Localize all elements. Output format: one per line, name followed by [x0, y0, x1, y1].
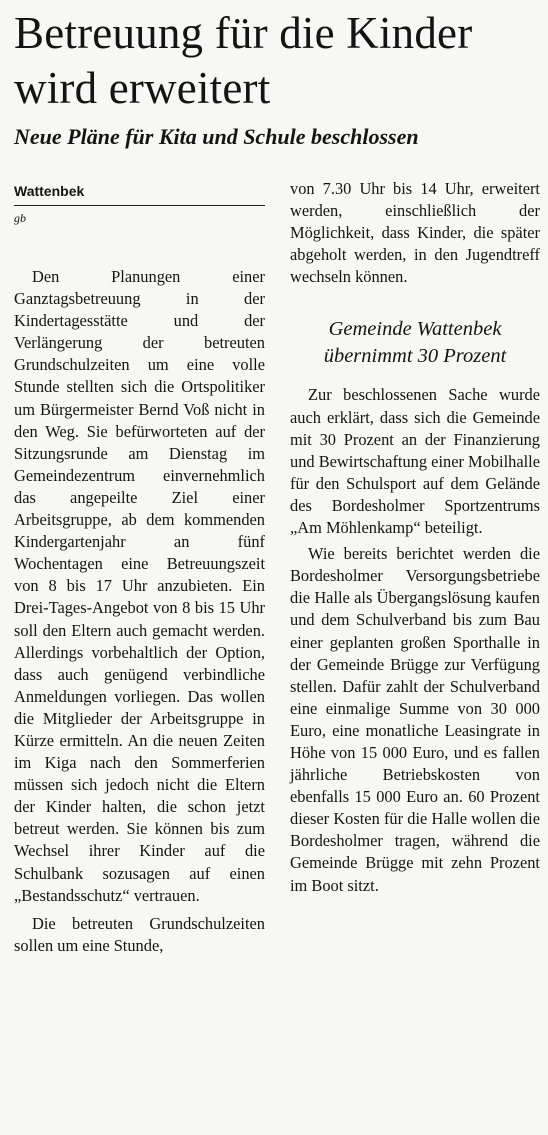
left-column: [14, 178, 265, 957]
intertitle: Gemeinde Wattenbek übernimmt 30 Prozent: [323, 318, 507, 368]
body-paragraph: Zur beschlossenen Sache wurde auch erklärt, dass sich die Gemeinde mit 30 Prozent an der Finanzierung und Bewirtschaftung einer Mobilhalle für den Schulsport auf dem Gelände des Bordesholmer Sportzentrums „Am Möhlenkamp“ beteiligt.: [290, 385, 540, 538]
body-paragraph: Den Planungen einer Ganztagsbetreuung in der Kindertagesstätte und der Verlängerung der betreuten Grundschulzeiten um eine volle Stunde stellten sich die Ortspolitiker um Bürgermeister Bernd Voß nicht in den Weg. Sie befürworteten auf der Sitzungsrunde am Dienstag im Gemeindezentrum einvernehmlich das angepeilte Ziel einer Arbeitsgruppe, ab dem kommenden Kindergartenjahr an fünf Wochentagen eine Betreuungszeit von 8 bis 17 Uhr anzubieten. Ein Drei-Tages-Angebot von 8 bis 15 Uhr soll den Eltern auch gemacht werden. Allerdings vorbehaltlich der Option, dass auch genügend verbindliche Anmeldungen vorliegen. Das wollen die Mitglieder der Arbeitsgruppe in Kürze ermitteln. An die neuen Zeiten im Kiga nach den Sommerferien müssen sich jedoch nicht die Eltern der Kinder halten, die schon jetzt betreut werden. Sie können bis zum Wechsel ihrer Kinder auf die Schulbank sozusagen auf einen „Bestandsschutz“ vertrauen.: [14, 267, 265, 905]
article-subheadline: Neue Pläne für Kita und Schule beschlossen: [14, 124, 419, 149]
body-paragraph: Wie bereits berichtet werden die Bordesholmer Versorgungsbetriebe die Halle als Übergangslösung kaufen und dem Schulverband bis zum Bau einer geplanten großen Sporthalle in der Gemeinde Brügge zur Verfügung stellen. Dafür zahlt der Schulverband eine einmalige Summe von 30 000 Euro, eine monatliche Leasingrate in Höhe von 15 000 Euro, und es fallen jährliche Betriebskosten von ebenfalls 15 000 Euro an. 60 Prozent dieser Kosten für die Halle wollen die Bordesholmer tragen, während die Gemeinde Brügge mit zehn Prozent im Boot sitzt.: [290, 544, 540, 895]
body-paragraph: Die betreuten Grundschulzeiten sollen um eine Stunde,: [14, 913, 265, 955]
dateline: Wattenbek: [14, 183, 85, 199]
article-headline: Betreuung für die Kinder wird erweitert: [14, 8, 473, 113]
author-initials: gb: [14, 211, 26, 225]
right-column: [290, 178, 540, 897]
dateline-rule: [14, 205, 265, 206]
body-paragraph-continued: von 7.30 Uhr bis 14 Uhr, erweitert werden, einschließlich der Möglichkeit, dass Kinder, die später abgeholt werden, in den Jugendtreff wechseln können.: [290, 179, 540, 287]
